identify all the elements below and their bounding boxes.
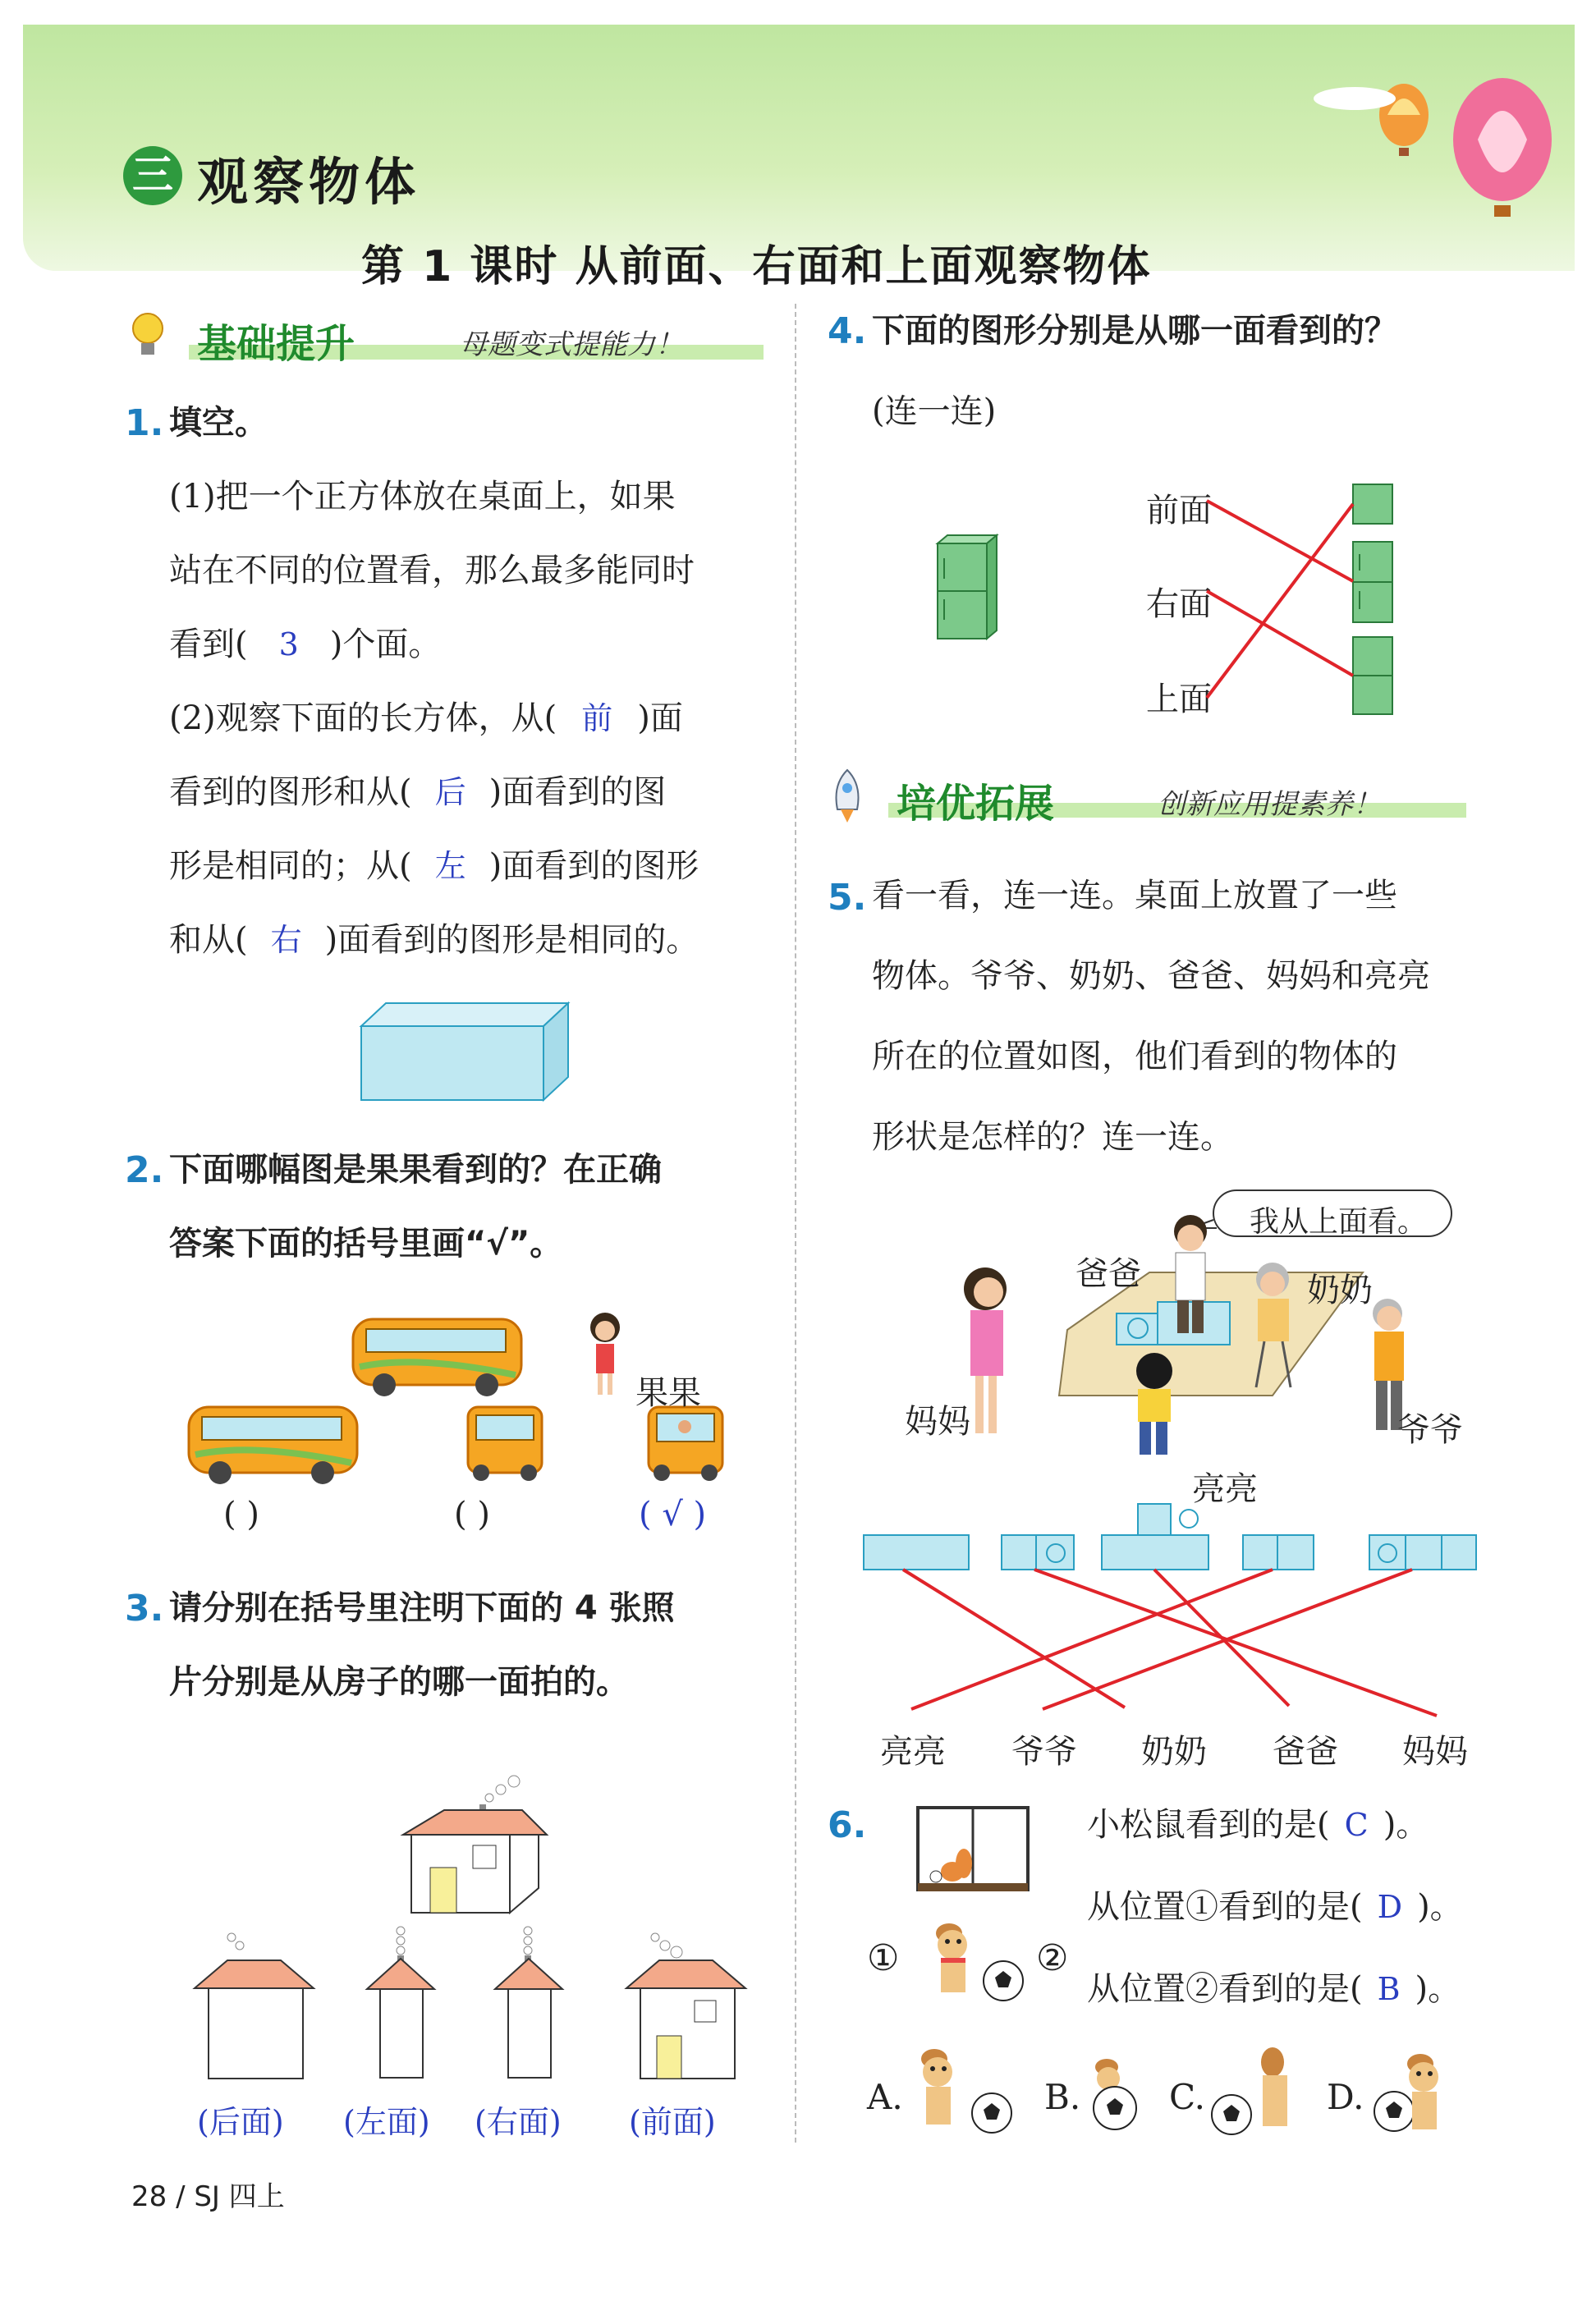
answer-line <box>1087 1870 1463 1944</box>
page-footer: 28 / SJ 四上 <box>131 2180 285 2213</box>
question-text: )面 <box>637 699 683 737</box>
person-label: 亮亮 <box>880 1733 946 1771</box>
answer-text: 前 <box>581 700 613 736</box>
bus-front-view-illustration <box>645 1404 727 1486</box>
question-text: 答案下面的括号里画“√”。 <box>169 1225 563 1263</box>
question-text: 下面的图形分别是从哪一面看到的？ <box>872 312 1397 350</box>
person-label: 爸爸 <box>1075 1255 1141 1293</box>
answer-text: 3 <box>278 626 299 662</box>
answer-line <box>1087 1788 1429 1862</box>
section-title: 基础提升 <box>197 321 355 367</box>
lightbulb-icon <box>130 310 171 368</box>
question-text: 站在不同的位置看，那么最多能同时 <box>169 552 695 589</box>
question-text: )。 <box>1417 1888 1463 1926</box>
house-back-view-illustration <box>190 1931 322 2087</box>
question-text: 物体。爷爷、奶奶、爸爸、妈妈和亮亮 <box>872 957 1430 995</box>
question-text: 从位置①看到的是( <box>1087 1888 1363 1926</box>
question-number: 6. <box>828 1804 867 1846</box>
girl-guoguo-illustration <box>585 1309 626 1400</box>
rocket-icon <box>829 768 870 826</box>
option-bracket[interactable]: ( ) <box>223 1496 259 1533</box>
cabinet-3d-illustration <box>936 534 1002 649</box>
hot-air-balloons-illustration <box>1355 66 1568 230</box>
question-line <box>169 607 441 681</box>
question-number: 2. <box>125 1149 164 1191</box>
bus-back-view-illustration <box>465 1404 547 1486</box>
person-label: 爷爷 <box>1397 1411 1463 1449</box>
answer-text: C <box>1344 1807 1369 1843</box>
answer-text: 后 <box>434 774 466 810</box>
answer-text: B <box>1377 1971 1401 2007</box>
person-label: 奶奶 <box>1141 1733 1207 1771</box>
question-text: (连一连) <box>872 392 997 430</box>
answer-text: D <box>1377 1889 1403 1925</box>
option-label[interactable]: D. <box>1327 2077 1364 2117</box>
person-label: 妈妈 <box>1402 1733 1468 1771</box>
question-text: )面看到的图形 <box>488 847 699 885</box>
question-number: 5. <box>828 877 867 919</box>
person-label: 亮亮 <box>1192 1470 1258 1508</box>
house-3d-illustration <box>399 1757 555 1921</box>
window-with-squirrel-illustration <box>916 1806 1031 1896</box>
dog-and-ball-illustration <box>924 1917 1031 2007</box>
question-text: )面看到的图形是相同的。 <box>324 921 699 959</box>
cuboid-illustration <box>353 1002 583 1108</box>
question-title: 填空。 <box>169 403 268 442</box>
question-text: (2)观察下面的长方体，从( <box>169 699 557 737</box>
column-divider <box>795 304 796 2143</box>
option-bracket[interactable]: ( √ ) <box>639 1496 707 1533</box>
question-text: 所在的位置如图，他们看到的物体的 <box>872 1038 1397 1075</box>
question-text: )个面。 <box>329 626 442 663</box>
option-b-dog-ball-illustration <box>1082 2056 1164 2138</box>
view-shapes-and-match-lines <box>1207 476 1404 722</box>
question-text: 形是相同的；从( <box>169 847 412 885</box>
question-line <box>169 681 683 755</box>
answer-bracket[interactable]: (右面) <box>475 2104 562 2140</box>
question-text: (1)把一个正方体放在桌面上，如果 <box>169 478 676 516</box>
option-label[interactable]: B. <box>1044 2077 1081 2117</box>
question-text: 看一看，连一连。桌面上放置了一些 <box>872 877 1397 914</box>
speech-bubble-text: 我从上面看。 <box>1250 1205 1428 1239</box>
option-a-dog-ball-illustration <box>910 2044 1025 2143</box>
position-marker: ② <box>1036 1937 1069 1979</box>
unit-badge: 三 <box>123 146 182 205</box>
question-text: )。 <box>1383 1806 1429 1844</box>
option-bracket[interactable]: ( ) <box>454 1496 490 1533</box>
question-text: 小松鼠看到的是( <box>1087 1806 1330 1844</box>
person-label: 爷爷 <box>1011 1733 1077 1771</box>
answer-text: 左 <box>434 848 466 884</box>
house-right-view-illustration <box>495 1927 577 2092</box>
view-label: 右面 <box>1146 585 1212 623</box>
section-subtitle: 母题变式提能力！ <box>460 328 683 361</box>
question-line <box>169 903 699 977</box>
position-marker: ① <box>867 1937 900 1979</box>
option-c-dog-ball-illustration <box>1207 2044 1314 2143</box>
option-label[interactable]: C. <box>1169 2077 1205 2117</box>
lesson-title: 第 1 课时 从前面、右面和上面观察物体 <box>361 242 1152 291</box>
person-label: 妈妈 <box>905 1403 970 1441</box>
question-number: 4. <box>828 310 867 352</box>
unit-title: 观察物体 <box>197 152 421 212</box>
question-text: 看到( <box>169 626 248 663</box>
bus-side-view-illustration <box>351 1318 524 1400</box>
question-line <box>169 829 699 903</box>
answer-bracket[interactable]: (前面) <box>629 2104 716 2140</box>
question-text: 和从( <box>169 921 248 959</box>
question-line <box>169 755 666 829</box>
person-label: 爸爸 <box>1273 1733 1338 1771</box>
question-text: )面看到的图 <box>488 773 667 811</box>
answer-line <box>1087 1952 1461 2026</box>
bus-side-view-illustration <box>187 1405 360 1487</box>
house-left-view-illustration <box>364 1927 446 2092</box>
question-text: 片分别是从房子的哪一面拍的。 <box>169 1663 629 1701</box>
section-title: 培优拓展 <box>897 781 1055 827</box>
person-label: 果果 <box>635 1374 701 1412</box>
question-text: )。 <box>1415 1970 1461 2008</box>
question-text: 下面哪幅图是果果看到的？在正确 <box>169 1151 662 1189</box>
option-label[interactable]: A. <box>867 2077 903 2117</box>
question-number: 1. <box>125 402 164 444</box>
section-subtitle: 创新应用提素养！ <box>1158 788 1381 821</box>
answer-bracket[interactable]: (左面) <box>343 2104 430 2140</box>
view-label: 上面 <box>1146 681 1212 718</box>
answer-text: 右 <box>270 922 302 958</box>
view-label: 前面 <box>1146 492 1212 529</box>
question-number: 3. <box>125 1588 164 1629</box>
question-text: 请分别在括号里注明下面的 4 张照 <box>169 1589 675 1627</box>
question-text: 从位置②看到的是( <box>1087 1970 1363 2008</box>
option-d-dog-ball-illustration <box>1369 2052 1468 2143</box>
house-front-view-illustration <box>622 1931 754 2087</box>
question-text: 看到的图形和从( <box>169 773 412 811</box>
view-options-and-match-lines <box>862 1494 1486 1757</box>
answer-bracket[interactable]: (后面) <box>197 2104 284 2140</box>
person-label: 奶奶 <box>1307 1272 1373 1309</box>
question-text: 形状是怎样的？连一连。 <box>872 1118 1233 1156</box>
